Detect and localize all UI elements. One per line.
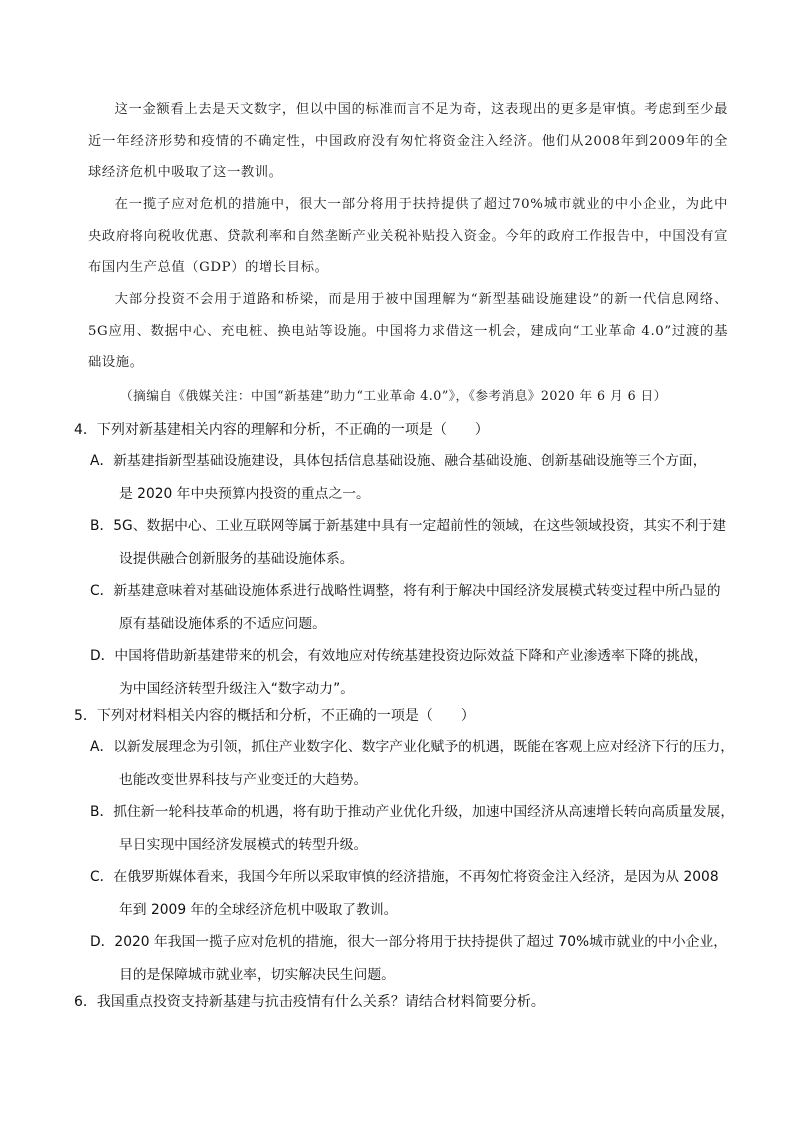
option-line: B．5G、数据中心、工业互联网等属于新基建中具有一定超前性的领域，在这些领域投资，其实不利于建 [90, 518, 726, 534]
passage-paragraph-1: 这一金额看上去是天文数字，但以中国的标准而言不足为奇，这表现出的更多是审慎。考虑到至少最近一年经济形势和疫情的不确定性，中国政府没有匆忙将资金注入经济。他们从2008年到2009年的全球经济危机中吸取了这一教训。 [88, 102, 728, 180]
question-4-option-a [90, 445, 740, 510]
option-line: A．新基建指新型基础设施建设，具体包括信息基础设施、融合基础设施、创新基础设施等三个方面， [90, 453, 707, 469]
passage-paragraph-2: 在一揽子应对危机的措施中，很大一部分将用于扶持提供了超过70%城市就业的中小企业，为此中央政府将向税收优惠、贷款利率和自然垄断产业关税补贴投入资金。今年的政府工作报告中，中国没有宣布国内生产总值（GDP）的增长目标。 [88, 197, 728, 275]
option-line: A．以新发展理念为引领，抓住产业数字化、数字产业化赋予的机遇，既能在客观上应对经济下行的压力， [90, 739, 735, 755]
question-4-option-b [90, 510, 740, 575]
question-4-option-d [90, 640, 740, 705]
option-line: C．在俄罗斯媒体看来，我国今年所以采取审慎的经济措施，不再匆忙将资金注入经济，是因为从 2008 [90, 869, 719, 885]
option-line: 也能改变世界科技与产业变迁的大趋势。 [119, 771, 368, 788]
passage-source: （摘编自《俄媒关注：中国“新基建”助力“工业革命 4.0”》，《参考消息》2020 年 6 月 6 日） [120, 388, 667, 403]
question-4-stem: 4．下列对新基建相关内容的理解和分析，不正确的一项是（ ） [74, 422, 489, 438]
option-line: D．中国将借助新基建带来的机会，有效地应对传统基建投资边际效益下降和产业渗透率下降的挑战， [90, 648, 708, 664]
option-line: 是 2020 年中央预算内投资的重点之一。 [119, 485, 370, 502]
option-line: 年到 2009 年的全球经济危机中吸取了教训。 [119, 901, 398, 918]
question-5-option-d [90, 926, 740, 991]
question-5-option-b [90, 796, 740, 861]
option-line: C．新基建意味着对基础设施体系进行战略性调整，将有利于解决中国经济发展模式转变过程中所凸显的 [90, 583, 721, 599]
question-5-option-c [90, 861, 740, 926]
option-line: 为中国经济转型升级注入“数字动力”。 [119, 680, 355, 697]
question-5-stem: 5．下列对材料相关内容的概括和分析，不正确的一项是（ ） [74, 708, 475, 724]
option-line: 早日实现中国经济发展模式的转型升级。 [119, 836, 368, 853]
question-4-option-c [90, 575, 740, 640]
option-line: B．抓住新一轮科技革命的机遇，将有助于推动产业优化升级，加速中国经济从高速增长转向高质量发展， [90, 804, 735, 820]
option-line: 原有基础设施体系的不适应问题。 [119, 615, 326, 632]
question-6-stem: 6．我国重点投资支持新基建与抗击疫情有什么关系？请结合材料简要分析。 [74, 994, 545, 1010]
option-line: D．2020 年我国一揽子应对危机的措施，很大一部分将用于扶持提供了超过 70%城市就业的中小企业， [90, 934, 728, 950]
option-line: 目的是保障城市就业率，切实解决民生问题。 [119, 966, 395, 983]
question-5-option-a [90, 731, 740, 796]
option-line: 设提供融合创新服务的基础设施体系。 [119, 550, 354, 567]
passage-paragraph-3: 大部分投资不会用于道路和桥梁，而是用于被中国理解为“新型基础设施建设”的新一代信息网络、5G应用、数据中心、充电桩、换电站等设施。中国将力求借这一机会，建成向“工业革命 4.0”过渡的基础设施。 [88, 292, 728, 370]
